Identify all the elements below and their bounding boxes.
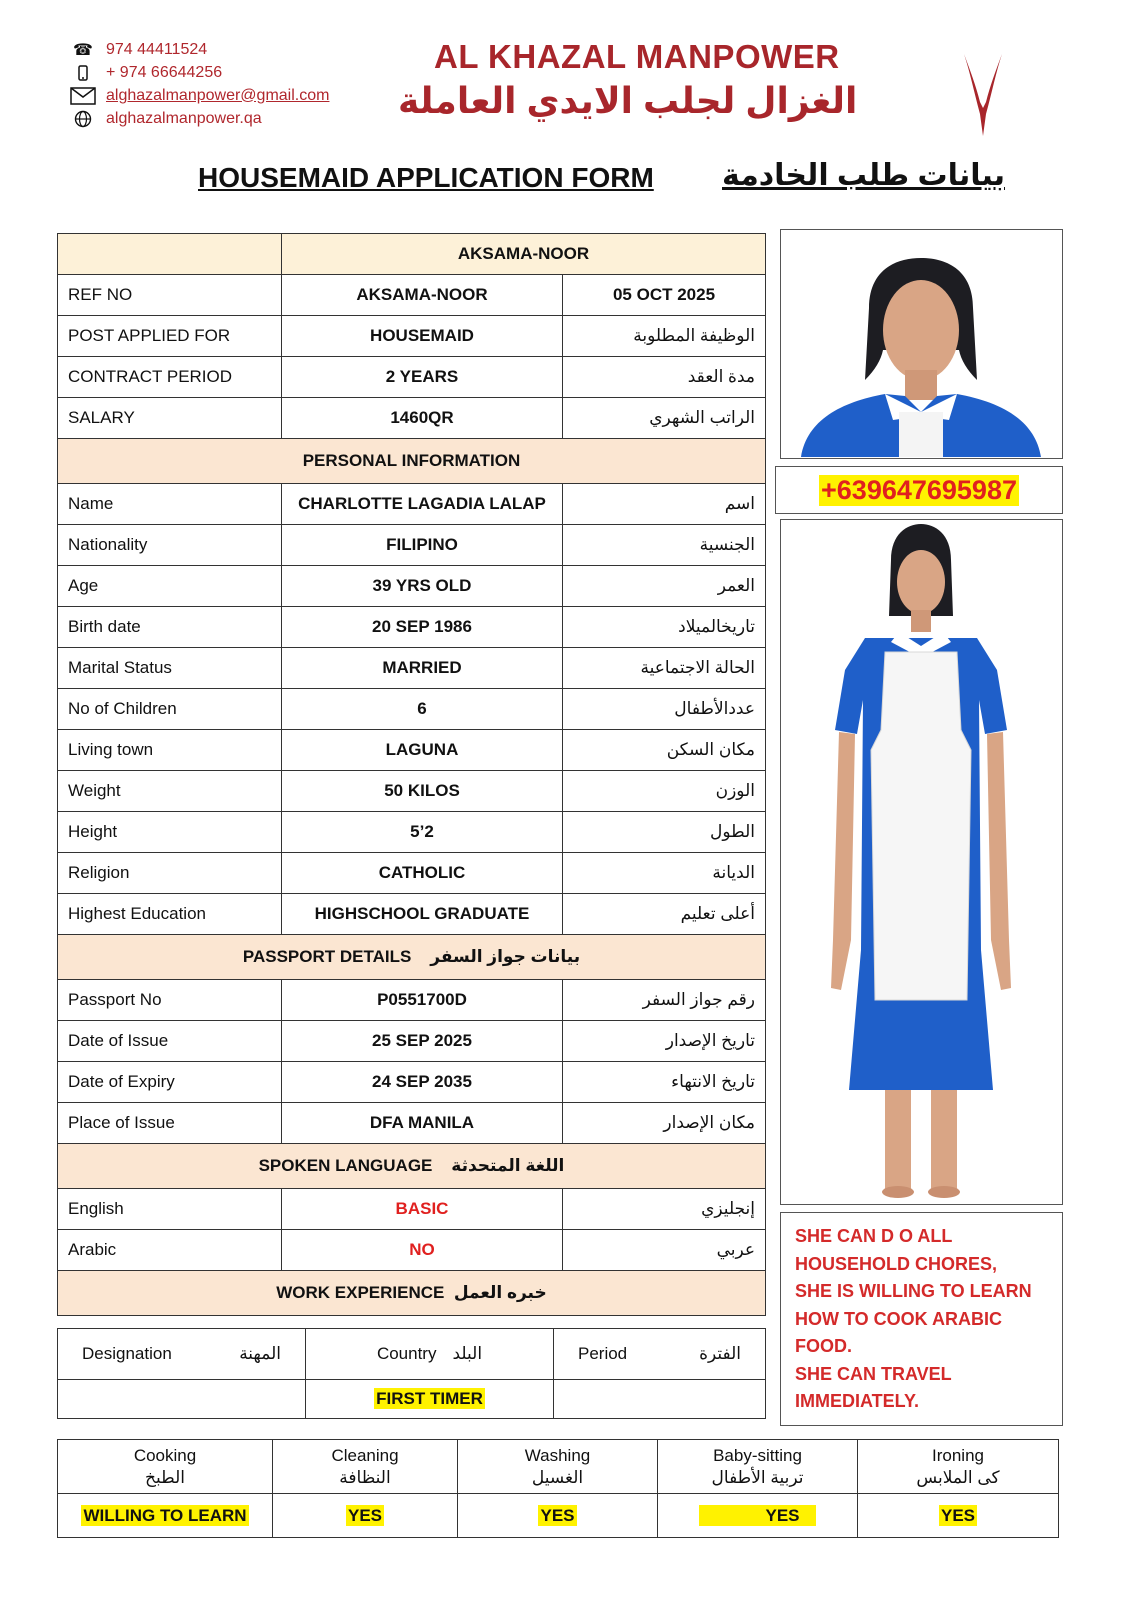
language-section-header	[58, 1144, 766, 1189]
field-label: Weight	[58, 771, 282, 812]
field-value: 24 SEP 2035	[282, 1062, 563, 1103]
passport-section-title	[58, 935, 766, 980]
skill-value: YES	[347, 1505, 383, 1525]
field-label-ar: الجنسية	[563, 525, 766, 566]
field-label: Living town	[58, 730, 282, 771]
brand-name-en: AL KHAZAL MANPOWER	[434, 38, 840, 75]
applicant-code: AKSAMA-NOOR	[282, 234, 766, 275]
field-value: 20 SEP 1986	[282, 607, 563, 648]
field-value: HIGHSCHOOL GRADUATE	[282, 894, 563, 935]
field-label-ar: الحالة الاجتماعية	[563, 648, 766, 689]
field-label-ar: العمر	[563, 566, 766, 607]
field-value: P0551700D	[282, 980, 563, 1021]
skill-header	[58, 1440, 273, 1494]
skill-name: Cooking	[133, 1446, 197, 1466]
remark-line: SHE CAN TRAVEL	[795, 1363, 952, 1384]
field-value: FILIPINO	[282, 525, 563, 566]
designation-header	[58, 1329, 306, 1380]
field-value: CHARLOTTE LAGADIA LALAP	[282, 484, 563, 525]
skill-value-cell	[458, 1494, 658, 1538]
period-label-ar: الفترة	[699, 1344, 741, 1363]
period-header	[554, 1329, 766, 1380]
language-section-title	[58, 1144, 766, 1189]
remark-line: SHE IS WILLING TO LEARN	[795, 1281, 1032, 1301]
field-label-ar: الديانة	[563, 853, 766, 894]
skill-name-ar: تربية الأطفال	[711, 1467, 804, 1487]
skill-value: YES	[940, 1505, 976, 1525]
language-row	[58, 1189, 766, 1230]
skill-name: Washing	[524, 1446, 591, 1466]
personal-row	[58, 484, 766, 525]
field-label-ar: مكان السكن	[563, 730, 766, 771]
work-entry-row	[58, 1380, 766, 1419]
field-value: 6	[282, 689, 563, 730]
personal-row	[58, 648, 766, 689]
field-label-ar: عددالأطفال	[563, 689, 766, 730]
skill-name: Ironing	[932, 1446, 984, 1466]
ref-row	[58, 275, 766, 316]
passport-row	[58, 980, 766, 1021]
field-label: Passport No	[58, 980, 282, 1021]
remark-line: SHE CAN D O ALL	[795, 1226, 953, 1246]
field-label: Arabic	[58, 1230, 282, 1271]
skill-name-ar: الغسيل	[531, 1467, 584, 1487]
work-header-row	[58, 1329, 766, 1380]
field-label-ar: اسم	[563, 484, 766, 525]
contract-label-ar: مدة العقد	[563, 357, 766, 398]
ref-date: 05 OCT 2025	[563, 275, 766, 316]
remark-line: HOW TO COOK ARABIC	[795, 1308, 1002, 1329]
field-label: Nationality	[58, 525, 282, 566]
field-label: Marital Status	[58, 648, 282, 689]
mobile-phone-icon	[68, 65, 98, 81]
field-value: 5’2	[282, 812, 563, 853]
contact-number-box	[775, 466, 1063, 514]
field-label-ar: رقم جواز السفر	[563, 980, 766, 1021]
personal-row	[58, 812, 766, 853]
skill-header	[658, 1440, 858, 1494]
skills-table	[57, 1439, 1059, 1538]
personal-section-title: PERSONAL INFORMATION	[58, 439, 766, 484]
language-title-ar: اللغة المتحدثة	[451, 1156, 565, 1175]
language-row	[58, 1230, 766, 1271]
field-label-ar: إنجليزي	[563, 1189, 766, 1230]
contact-phone1	[68, 38, 368, 61]
passport-title-en: PASSPORT DETAILS	[242, 947, 412, 966]
full-body-photo	[780, 519, 1063, 1205]
telephone-icon: ☎	[73, 41, 93, 59]
website-link[interactable]: alghazalmanpower.qa	[106, 109, 262, 127]
field-label-ar: تاريخ الانتهاء	[563, 1062, 766, 1103]
brand-name-ar: الغزال لجلب الايدي العاملة	[398, 80, 858, 121]
post-label: POST APPLIED FOR	[58, 316, 282, 357]
language-title-en: SPOKEN LANGUAGE	[258, 1156, 433, 1175]
skill-value-cell	[58, 1494, 273, 1538]
skill-value: WILLING TO LEARN	[83, 1505, 247, 1525]
field-value: 25 SEP 2025	[282, 1021, 563, 1062]
ref-label: REF NO	[58, 275, 282, 316]
work-title-en: WORK EXPERIENCE	[276, 1283, 445, 1302]
work-section-title	[58, 1271, 766, 1316]
field-value: BASIC	[282, 1189, 563, 1230]
contact-phone2	[68, 61, 368, 84]
phone1-text: 974 44411524	[106, 40, 208, 58]
post-label-ar: الوظيفة المطلوبة	[563, 316, 766, 357]
skill-header	[458, 1440, 658, 1494]
personal-row	[58, 525, 766, 566]
field-label-ar: الطول	[563, 812, 766, 853]
country-label: Country	[376, 1344, 437, 1363]
country-label-ar: البلد	[452, 1344, 483, 1363]
field-value: 50 KILOS	[282, 771, 563, 812]
skill-value: YES	[540, 1505, 575, 1525]
field-label: English	[58, 1189, 282, 1230]
contract-value: 2 YEARS	[282, 357, 563, 398]
post-value: HOUSEMAID	[282, 316, 563, 357]
field-label: Age	[58, 566, 282, 607]
field-label-ar: تاريخ الإصدار	[563, 1021, 766, 1062]
skill-value-cell	[858, 1494, 1059, 1538]
personal-section-header	[58, 439, 766, 484]
skill-value-cell	[273, 1494, 458, 1538]
personal-row	[58, 607, 766, 648]
field-label: Height	[58, 812, 282, 853]
field-label-ar: عربي	[563, 1230, 766, 1271]
contact-number: +639647695987	[821, 474, 1017, 505]
skill-header	[273, 1440, 458, 1494]
period-cell	[554, 1380, 766, 1419]
work-title-ar: خبره العمل	[453, 1283, 547, 1302]
contact-email	[68, 84, 368, 107]
skill-name: Cleaning	[331, 1446, 399, 1466]
globe-icon	[68, 110, 98, 128]
personal-row	[58, 730, 766, 771]
remark-line: IMMEDIATELY.	[795, 1391, 920, 1411]
skill-name: Baby-sitting	[713, 1446, 802, 1466]
skill-name-ar: الطبخ	[145, 1467, 185, 1487]
personal-row	[58, 689, 766, 730]
work-entry-value: FIRST TIMER	[376, 1389, 483, 1408]
envelope-icon	[68, 87, 98, 105]
contact-info	[68, 38, 368, 130]
skill-name-ar: کی الملابس	[916, 1467, 1000, 1487]
form-title-ar: بيانات طلب الخادمة	[722, 159, 1005, 192]
passport-title-ar: بيانات جواز السفر	[430, 947, 581, 966]
skills-header-row	[58, 1440, 1059, 1494]
country-cell	[306, 1380, 554, 1419]
work-experience-table	[57, 1328, 766, 1419]
header-blank-cell	[58, 234, 282, 275]
post-row	[58, 316, 766, 357]
skill-name-ar: النظافة	[339, 1467, 391, 1487]
salary-row	[58, 398, 766, 439]
field-label: Religion	[58, 853, 282, 894]
passport-row	[58, 1021, 766, 1062]
remark-line: HOUSEHOLD CHORES,	[795, 1253, 998, 1274]
contract-label: CONTRACT PERIOD	[58, 357, 282, 398]
field-label-ar: الوزن	[563, 771, 766, 812]
country-header	[306, 1329, 554, 1380]
personal-row	[58, 771, 766, 812]
field-label: Date of Expiry	[58, 1062, 282, 1103]
field-label: Name	[58, 484, 282, 525]
contract-row	[58, 357, 766, 398]
field-value: LAGUNA	[282, 730, 563, 771]
designation-label: Designation	[82, 1344, 172, 1363]
field-label: Birth date	[58, 607, 282, 648]
passport-row	[58, 1103, 766, 1144]
designation-cell	[58, 1380, 306, 1419]
passport-row	[58, 1062, 766, 1103]
portrait-photo	[780, 229, 1063, 459]
personal-row	[58, 566, 766, 607]
passport-section-header	[58, 935, 766, 980]
designation-label-ar: المهنة	[239, 1344, 281, 1363]
email-link[interactable]: alghazalmanpower@gmail.com	[106, 86, 330, 104]
skill-value: YES	[699, 1505, 815, 1526]
applicant-details-table	[57, 233, 766, 1316]
field-label: Date of Issue	[58, 1021, 282, 1062]
phone2-text: + 974 66644256	[106, 63, 223, 81]
field-value: CATHOLIC	[282, 853, 563, 894]
field-value: DFA MANILA	[282, 1103, 563, 1144]
period-label: Period	[578, 1344, 628, 1363]
skills-value-row	[58, 1494, 1059, 1538]
personal-row	[58, 894, 766, 935]
salary-label: SALARY	[58, 398, 282, 439]
gazelle-logo-icon	[960, 52, 1006, 138]
field-label: Highest Education	[58, 894, 282, 935]
contact-website	[68, 107, 368, 130]
field-value: MARRIED	[282, 648, 563, 689]
personal-row	[58, 853, 766, 894]
salary-value: 1460QR	[282, 398, 563, 439]
field-label-ar: تاريخالميلاد	[563, 607, 766, 648]
field-label: Place of Issue	[58, 1103, 282, 1144]
form-title: HOUSEMAID APPLICATION FORM	[198, 162, 654, 193]
work-section-header	[58, 1271, 766, 1316]
field-value: 39 YRS OLD	[282, 566, 563, 607]
remark-line: FOOD.	[795, 1336, 852, 1356]
ref-value: AKSAMA-NOOR	[282, 275, 563, 316]
field-value: NO	[282, 1230, 563, 1271]
field-label-ar: مكان الإصدار	[563, 1103, 766, 1144]
remarks-box	[780, 1212, 1063, 1426]
field-label-ar: أعلى تعليم	[563, 894, 766, 935]
skill-header	[858, 1440, 1059, 1494]
skill-value-cell	[658, 1494, 858, 1538]
field-label: No of Children	[58, 689, 282, 730]
applicant-code-row	[58, 234, 766, 275]
salary-label-ar: الراتب الشهري	[563, 398, 766, 439]
